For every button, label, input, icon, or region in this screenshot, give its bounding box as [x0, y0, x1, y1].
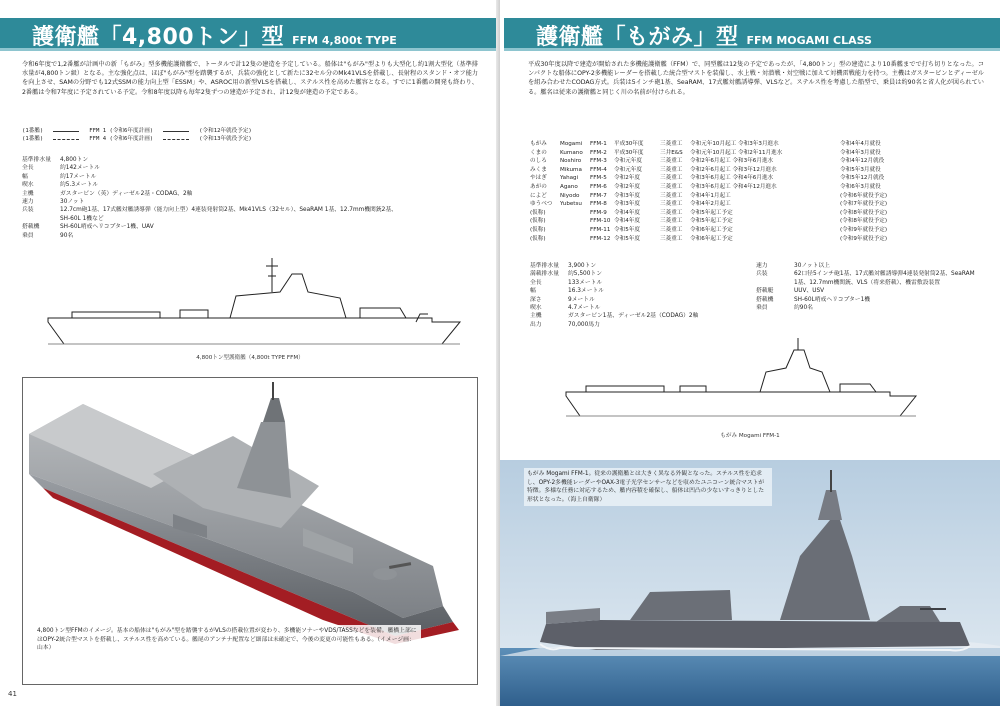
schedule-list: [22, 127, 252, 143]
spec-row: 速力 30ノット: [22, 199, 85, 206]
page-title: [32, 20, 397, 48]
schedule-a: FFM 1 (令和6年度計画): [89, 128, 154, 134]
ship-list-table: [530, 140, 910, 243]
table-row: ゆうべつ Yubetsu FFM-8 令和3年度 三菱重工 令和4年2月起工 (令和7年就役予定): [530, 201, 888, 208]
spec-row: 搭載機 SH-60L哨戒ヘリコプター1機: [756, 296, 871, 303]
title-jp: 護衛艦「4,800トン」型: [32, 25, 285, 50]
schedule-line: [163, 131, 189, 135]
spec-row: 全長 約142メートル: [22, 165, 101, 172]
spec-row: 基準排水量 3,900トン: [530, 263, 597, 269]
table-row: (仮称) FFM-9 令和4年度 三菱重工 令和5年起工予定 (令和8年就役予定): [530, 209, 888, 216]
table-row: みくま Mikuma FFM-4 令和元年度 三菱重工 令和2年6月起工 令和3年12月進水 令和5年3月就役: [530, 166, 881, 173]
cg-caption: 4,800トン型FFMのイメージ。基本の船体は"もがみ"型を踏襲するがVLSの搭載位置が変わり、多機能ソナーやVDS/TASSなどを装備。艦橋上部にはOPY-2統合型マストを搭載し、ステルス性を高めている。艦尾のアンテナ配置など細部は未確定で、今後の変更の可能性もある。（イメージ画：山本）: [33, 625, 421, 655]
schedule-a: FFM 4 (令和6年度計画): [89, 136, 154, 143]
ship-profile-drawing: [560, 338, 930, 424]
spec-row: 兵装 12.7cm砲1基、17式艦対艦誘導弾（能力向上型）4連装発射筒2基、Mk41VLS（32セル）、SeaRAM 1基、12.7mm機関銃2基、SH-60L 1機など: [22, 207, 397, 222]
schedule-line: [53, 139, 79, 143]
page-number: 41: [8, 690, 17, 698]
table-row: (仮称) FFM-10 令和4年度 三菱重工 令和5年起工予定 (令和8年就役予定): [530, 218, 888, 225]
spec-row: 喫水 4.7メートル: [530, 305, 601, 312]
drawing-caption: もがみ Mogami FFM-1: [720, 433, 780, 439]
spec-row: 出力 70,000馬力: [530, 321, 600, 328]
title-en: FFM 4,800t TYPE: [292, 34, 397, 47]
spec-row: 乗員 約90名: [756, 305, 813, 312]
spec-row: 基準排水量 4,800トン: [22, 157, 89, 163]
spec-row: 深さ 9メートル: [530, 296, 595, 303]
ship-profile-drawing: [40, 252, 470, 352]
spec-row: 兵装 62口径5インチ砲1基、17式艦対艦誘導弾4連装発射筒2基、SeaRAM 1基、12.7mm機関銃、VLS（将来搭載）、機雷敷設装置: [756, 271, 975, 286]
table-row: もがみ Mogami FFM-1 平成30年度 三菱重工 令和元年10月起工 令和3年3月進水 令和4年4月就役: [530, 141, 881, 147]
table-row: のしろ Noshiro FFM-3 令和元年度 三菱重工 令和2年6月起工 令和3年6月進水 令和4年12月就役: [530, 158, 885, 165]
schedule-b: (令和13年就役予定): [199, 136, 252, 143]
schedule-label: (1番艦): [22, 136, 44, 143]
schedule-line: [163, 139, 189, 143]
spec-row: 幅 16.3メートル: [530, 288, 605, 295]
schedule-label: (1番艦): [22, 128, 44, 134]
spec-table-right: [756, 262, 976, 312]
spec-row: 喫水 約5.3メートル: [22, 182, 99, 189]
table-row: によど Niyodo FFM-7 令和3年度 三菱重工 令和4年1月起工 (令和6年就役予定): [530, 192, 888, 199]
spec-row: 主機 ガスタービン（英）ディーゼル2基・CODAG、2軸: [22, 190, 193, 197]
schedule-row: [22, 127, 252, 135]
spec-row: 搭載艇 UUV、USV: [756, 288, 825, 295]
spec-row: 幅 約17メートル: [22, 173, 97, 180]
right-page: [500, 0, 1000, 706]
table-row: (仮称) FFM-12 令和5年度 三菱重工 令和6年起工予定 (令和9年就役予定): [530, 235, 888, 242]
cg-illustration: [22, 377, 478, 685]
spec-row: 速力 30ノット以上: [756, 263, 830, 269]
title-jp: 護衛艦「もがみ」型: [536, 25, 739, 50]
title-en: FFM MOGAMI CLASS: [746, 34, 872, 47]
spec-table-left: [530, 262, 740, 329]
schedule-row: [22, 135, 252, 143]
schedule-b: (令和12年就役予定): [199, 128, 252, 134]
spec-row: 満載排水量 約5,500トン: [530, 271, 602, 278]
spec-row: 主機 ガスタービン1基、ディーゼル2基（CODAG）2軸: [530, 313, 699, 320]
table-row: (仮称) FFM-11 令和5年度 三菱重工 令和6年起工予定 (令和9年就役予定): [530, 226, 888, 233]
photo-caption: もがみ Mogami FFM-1。従来の護衛艦とは大きく異なる外観となった。ステルス性を追求し、OPY-2多機能レーダーやOAX-3電子光学センサーなどを収めたユニコーン統合マストが特徴。多様な任務に対応するため、艦内容積を確保し、船体は凹凸の少ないすっきりとした形状となった。（海上自衛隊）: [524, 468, 772, 506]
page-title: [536, 20, 872, 48]
spec-table: [22, 156, 402, 240]
drawing-caption: 4,800トン型護衛艦（4,800t TYPE FFM）: [196, 355, 304, 361]
spec-row: 乗員 90名: [22, 232, 74, 239]
schedule-line: [53, 131, 79, 135]
table-row: あがの Agano FFM-6 令和2年度 三菱重工 令和3年6月起工 令和4年12月進水 令和6年3月就役: [530, 183, 881, 190]
table-row: くまの Kumano FFM-2 平成30年度 三井E&S 令和元年10月起工 令和2年11月進水 令和4年3月就役: [530, 149, 881, 156]
spec-row: 全長 133メートル: [530, 279, 603, 286]
ship-photo: [500, 460, 1000, 706]
spec-row: 搭載機 SH-60L哨戒ヘリコプター1機、UAV: [22, 224, 154, 231]
intro-text: 令和6年度で1,2番艦が計画中の新「もがみ」型多機能護衛艦で、トータルで計12隻の建造を予定している。船体は"もがみ"型よりも大型化し約1割大型化（基準排水量が4,800トン級）となる。主な強化点は、ほぼ"もがみ"型を踏襲するが、兵装の強化として新たに32セル分のMk41VLSを搭載し、長射程のスタンド・オフ能力を向上させ、SAMの分野でも12式SSMの能力向上型「ESSM」や、ASROC用の新型VLSを搭載し、ステルス性を高めた艦容となる。すでに1番艦の開発も終わり、2番艦は令和7年度に予定されている予定。令和8年度以降も毎年2隻ずつの建造が予定され、計12隻が建造の予定である。: [22, 61, 478, 96]
intro-text: 平成30年度以降で建造が開始された多機能護衛艦（FFM）で、同型艦は12隻の予定であったが、「4,800トン」型の建造により10番艦までで打ち切りとなった。コンパクトな船体にOPY-2多機能レーダーを搭載した統合型マストを装備し、水上戦・対潜戦・対空戦に加えて対機雷戦能力を持つ。主機はガスタービンとディーゼルを組み合わせたCODAG方式。兵装は5インチ砲1基、SeaRAM、17式艦対艦誘導弾、VLSなど。ステルス性を考慮した船型で、乗員は約90名と省人化が図られている。艦名は従来の護衛艦と同じく川の名前が付けられる。: [528, 61, 984, 96]
table-row: やはぎ Yahagi FFM-5 令和2年度 三菱重工 令和3年6月起工 令和4年6月進水 令和5年12月就役: [530, 175, 885, 182]
